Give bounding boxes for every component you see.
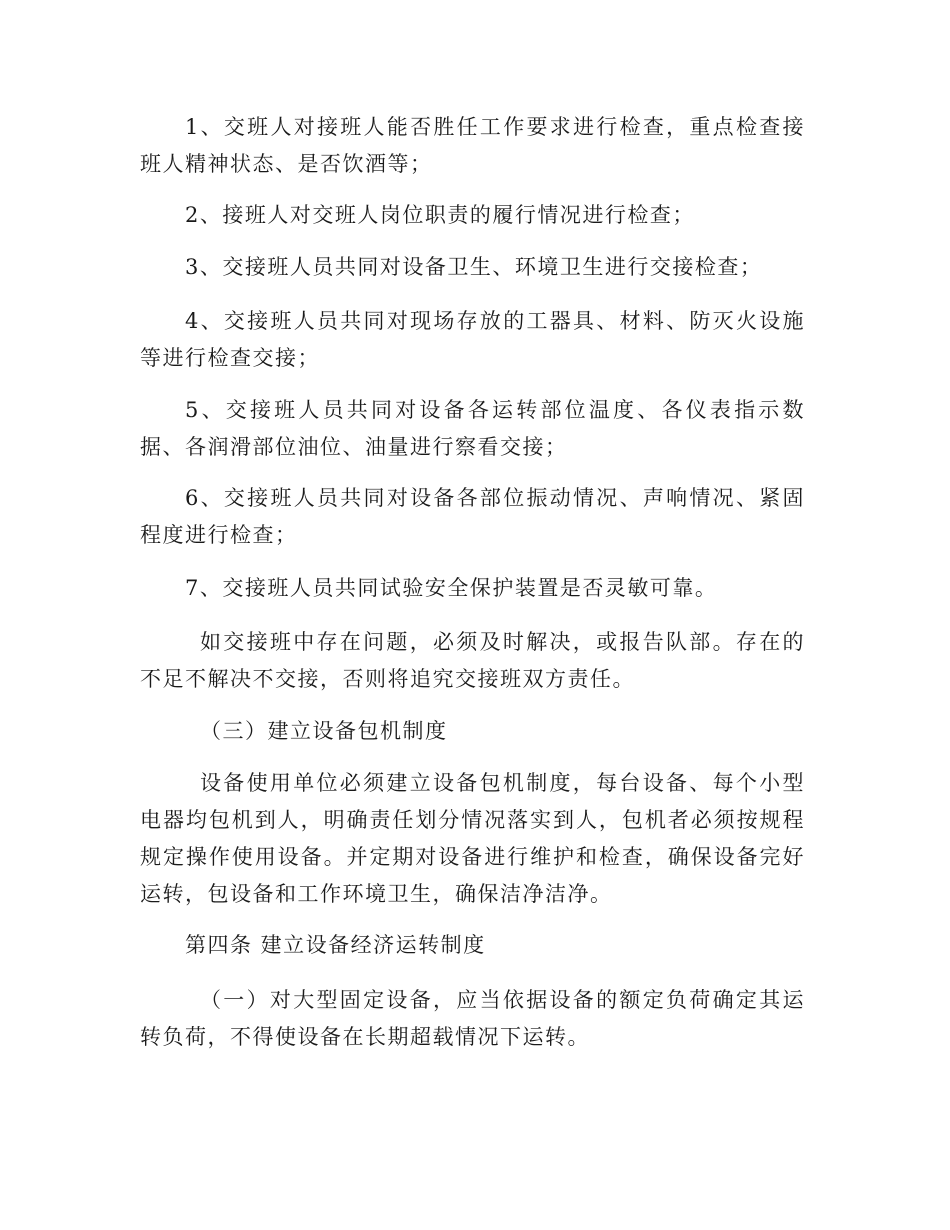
paragraph-item-7: 7、交接班人员共同试验安全保护装置是否灵敏可靠。 [185,576,718,600]
paragraph-item-4: 4、交接班人员共同对现场存放的工器具、材料、防灭火设施等进行检查交接； [140,309,805,370]
section-heading: （三）建立设备包机制度 [200,719,448,743]
paragraph-item-2: 2、接班人对交班人岗位职责的履行情况进行检查； [185,203,695,227]
article-heading: 第四条 建立设备经济运转制度 [185,933,486,957]
paragraph-clause: （一）对大型固定设备，应当依据设备的额定负荷确定其运转负荷，不得使设备在长期超载情况下运转。 [140,988,805,1049]
paragraph-item-1: 1、交班人对接班人能否胜任工作要求进行检查，重点检查接班人精神状态、是否饮酒等； [140,115,805,176]
paragraph-body: 设备使用单位必须建立设备包机制度，每台设备、每个小型电器均包机到人，明确责任划分情况落实到人，包机者必须按规程规定操作使用设备。并定期对设备进行维护和检查，确保设备完好运转，包设备和工作环境卫生，确保洁净洁净。 [140,771,805,906]
paragraph-note: 如交接班中存在问题，必须及时解决，或报告队部。存在的不足不解决不交接，否则将追究交接班双方责任。 [140,630,805,691]
paragraph-item-3: 3、交接班人员共同对设备卫生、环境卫生进行交接检查； [185,255,763,279]
paragraph-item-5: 5、交接班人员共同对设备各运转部位温度、各仪表指示数据、各润滑部位油位、油量进行察看交接； [140,398,805,459]
paragraph-item-6: 6、交接班人员共同对设备各部位振动情况、声响情况、紧固程度进行检查； [140,486,805,547]
